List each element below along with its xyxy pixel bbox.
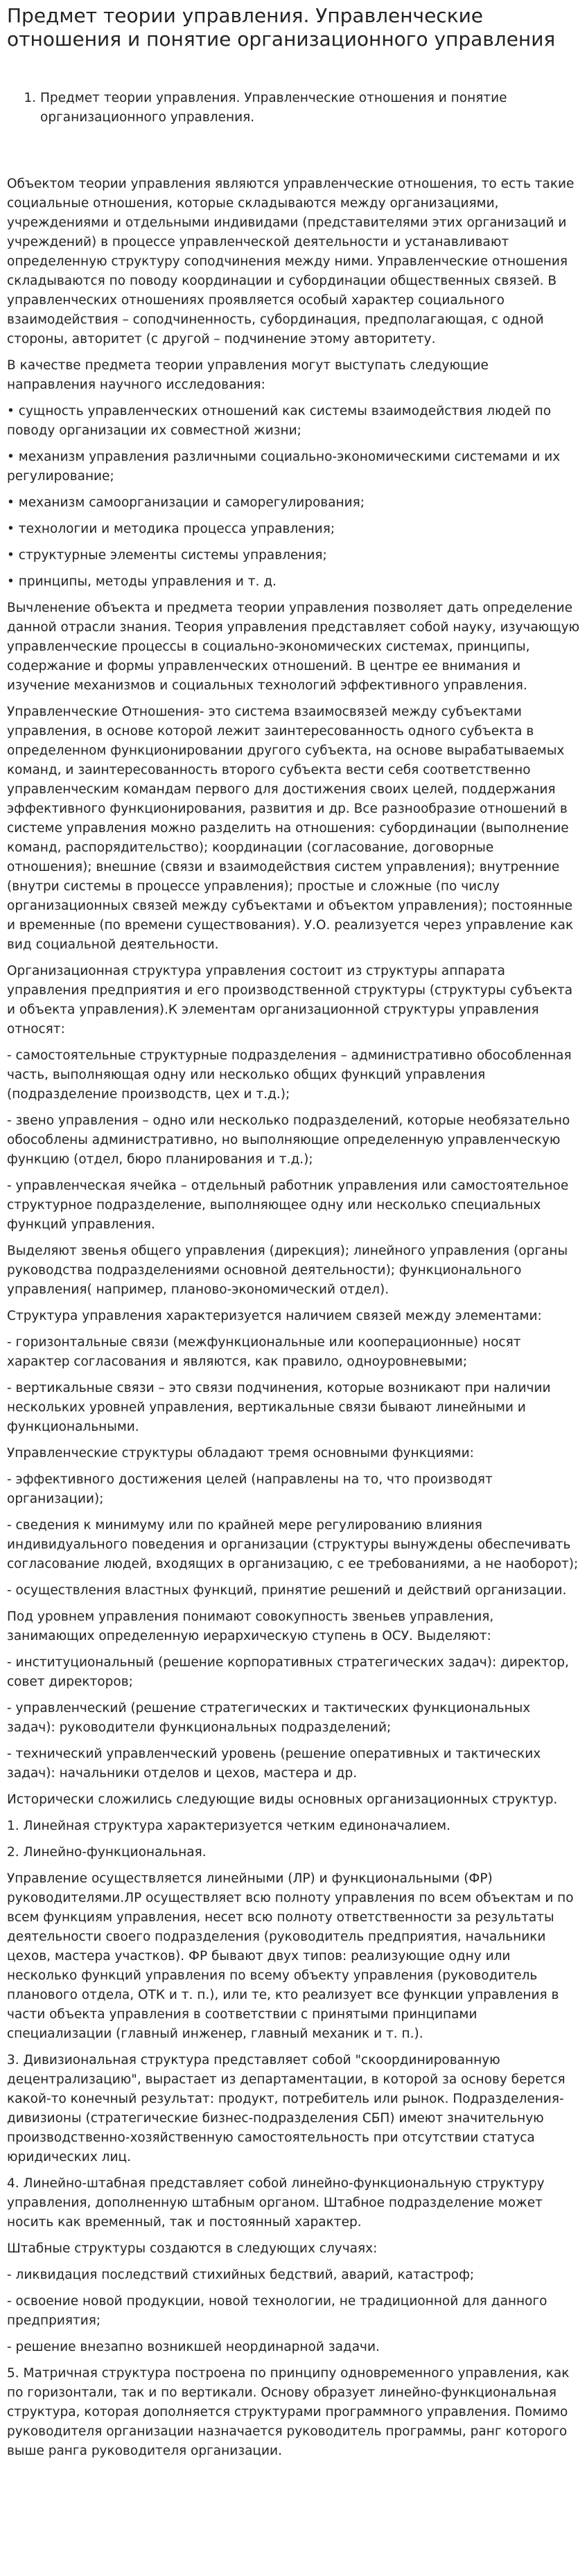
table-of-contents	[7, 89, 580, 127]
paragraph: 5. Матричная структура построена по принципу одновременного управления, как по горизонтали, так и по вертикали. Основу образует линейно-функциональная структура, которая дополняется структурами программного управления. Помимо руководителя организации назначается руководитель программы, ранг которого выше ранга руководителя организации.	[7, 2366, 570, 2458]
paragraph: - институциональный (решение корпоративных стратегических задач): директор, совет директоров;	[7, 1655, 569, 1689]
paragraph: В качестве предмета теории управления могут выступать следующие направления научного исследования:	[7, 358, 489, 392]
paragraph: • механизм управления различными социально-экономическими системами и их регулирование;	[7, 450, 561, 484]
paragraph: Организационная структура управления состоит из структуры аппарата управления предприятия и его производственной структуры (структуры субъекта и объекта управления).К элементам организационной структуры управления относят:	[7, 964, 573, 1036]
paragraph: - самостоятельные структурные подразделения – административно обособленная часть, выполняющая одну или несколько общих функций управления (подразделение производств, цех и т.д.);	[7, 1048, 572, 1102]
paragraph: • сущность управленческих отношений как системы взаимодействия людей по поводу организации их совместной жизни;	[7, 404, 552, 438]
paragraph: - управленческая ячейка – отдельный работник управления или самостоятельное структурное подразделение, выполняющее одну или несколько специальных функций управления.	[7, 1179, 569, 1232]
paragraph: - осуществления властных функций, принятие решений и действий организации.	[7, 1583, 567, 1598]
paragraph: Структура управления характеризуется наличием связей между элементами:	[7, 1309, 542, 1323]
paragraph: Исторически сложились следующие виды основных организационных структур.	[7, 1792, 558, 1807]
paragraph: 2. Линейно-функциональная.	[7, 1845, 207, 1860]
paragraph: Управление осуществляется линейными (ЛР) и функциональными (ФР) руководителями.ЛР осуществляет всю полноту управления по всем объектам и по всем функциям управления, несет всю полноту ответственности за результаты деятельности своего подразделения (руководитель предприятия, начальники цехов, мастера участков). ФР бывают двух типов: реализующие одну или несколько функций управления по всему объекту управления (руководитель планового отдела, ОТК и т. п.), или те, кто реализует все функции управления в части объекта управления в соответствии с принятыми принципами специализации (главный инженер, главный механик и т. п.).	[7, 1871, 574, 2041]
paragraph: 3. Дивизиональная структура представляет собой "скоординированную децентрализацию", вырастает из департаментации, в которой за основу берется какой-то конечный результат: продукт, потребитель или рынок. Подразделения-дивизионы (стратегические бизнес-подразделения СБП) имеют значительную производственно-хозяйственную самостоятельность при отсутствии статуса юридических лиц.	[7, 2053, 566, 2164]
paragraph: - звено управления – одно или несколько подразделений, которые необязательно обособлены административно, но выполняющие определенную управленческую функцию (отдел, бюро планирования и т.д.);	[7, 1113, 570, 1167]
paragraph: 1. Линейная структура характеризуется четким единоначалием.	[7, 1819, 450, 1833]
paragraph: Под уровнем управления понимают совокупность звеньев управления, занимающих определенную иерархическую ступень в ОСУ. Выделяют:	[7, 1609, 494, 1643]
paragraph: - решение внезапно возникшей неординарной задачи.	[7, 2340, 380, 2354]
paragraph: - технический управленческий уровень (решение оперативных и тактических задач): начальники отделов и цехов, мастера и др.	[7, 1747, 541, 1781]
paragraph: Объектом теории управления являются управленческие отношения, то есть такие социальные отношения, которые складываются между организациями, учреждениями и отдельными индивидами (представителями этих организаций и учреждений) в процессе управленческой деятельности и устанавливают определенную структуру соподчинения между ними. Управленческие отношения складываются по поводу координации и субординации общественных связей. В управленческих отношениях проявляется особый характер социального взаимодействия – соподчиненность, субординация, предполагающая, с одной стороны, авторитет (с другой – подчинение этому авторитету.	[7, 177, 575, 346]
toc-item: 1. Предмет теории управления. Управленческие отношения и понятие организационного управления.	[40, 89, 580, 127]
paragraph: - управленческий (решение стратегических и тактических функциональных задач): руководители функциональных подразделений;	[7, 1701, 531, 1735]
paragraph: 4. Линейно-штабная представляет собой линейно-функциональную структуру управления, дополненную штабным органом. Штабное подразделение может носить как временный, так и постоянный характер.	[7, 2176, 545, 2230]
paragraph: • структурные элементы системы управления;	[7, 548, 327, 563]
paragraph: • технологии и методика процесса управления;	[7, 522, 335, 536]
paragraph: - сведения к минимуму или по крайней мере регулированию влияния индивидуального поведения и организации (структуры вынуждены обеспечивать согласование людей, входящих в организацию, с ее требованиями, а не наоборот);	[7, 1518, 579, 1571]
paragraph: - освоение новой продукции, новой технологии, не традиционной для данного предприятия;	[7, 2294, 547, 2328]
paragraph: Управленческие структуры обладают тремя основными функциями:	[7, 1446, 474, 1461]
paragraph: Штабные структуры создаются в следующих случаях:	[7, 2241, 378, 2256]
paragraph: - ликвидация последствий стихийных бедствий, аварий, катастроф;	[7, 2268, 475, 2282]
paragraph: Управленческие Отношения- это система взаимосвязей между субъектами управления, в основе которой лежит заинтересованность одного субъекта в определенном функционировании другого субъекта, на основе вырабатываемых команд, и заинтересованность второго субъекта вести себя соответственно управленческим командам первого для достижения своих целей, поддержания эффективного функционирования, развития и др. Все разнообразие отношений в системе управления можно разделить на отношения: субординации (выполнение команд, распорядительство); координации (согласование, договорные отношения); внешние (связи и взаимодействия систем управления); внутренние (внутри системы в процессе управления); простые и сложные (по числу организационных связей между субъектами и объектом управления); постоянные и временные (по времени существования). У.О. реализуется через управление как вид социальной деятельности.	[7, 705, 574, 952]
article-body	[7, 175, 580, 2461]
paragraph: Выделяют звенья общего управления (дирекция); линейного управления (органы руководства подразделениями основной деятельности); функционального управления( например, планово-экономический отдел).	[7, 1244, 568, 1297]
paragraph: - вертикальные связи – это связи подчинения, которые возникают при наличии нескольких уровней управления, вертикальные связи бывают линейными и функциональными.	[7, 1381, 551, 1434]
paragraph: • принципы, методы управления и т. д.	[7, 574, 277, 589]
paragraph: - горизонтальные связи (межфункциональные или кооперационные) носят характер согласования и являются, как правило, одноуровневыми;	[7, 1335, 521, 1369]
paragraph: • механизм самоорганизации и саморегулирования;	[7, 495, 365, 510]
paragraph: - эффективного достижения целей (направлены на то, что производят организации);	[7, 1472, 493, 1506]
page-title: Предмет теории управления. Управленческие отношения и понятие организационного управления	[7, 4, 556, 51]
paragraph: Вычленение объекта и предмета теории управления позволяет дать определение данной отрасли знания. Теория управления представляет собой науку, изучающую управленческие процессы в социально-экономических системах, принципы, содержание и формы управленческих отношений. В центре ее внимания и изучение механизмов и социальных технологий эффективного управления.	[7, 601, 580, 693]
